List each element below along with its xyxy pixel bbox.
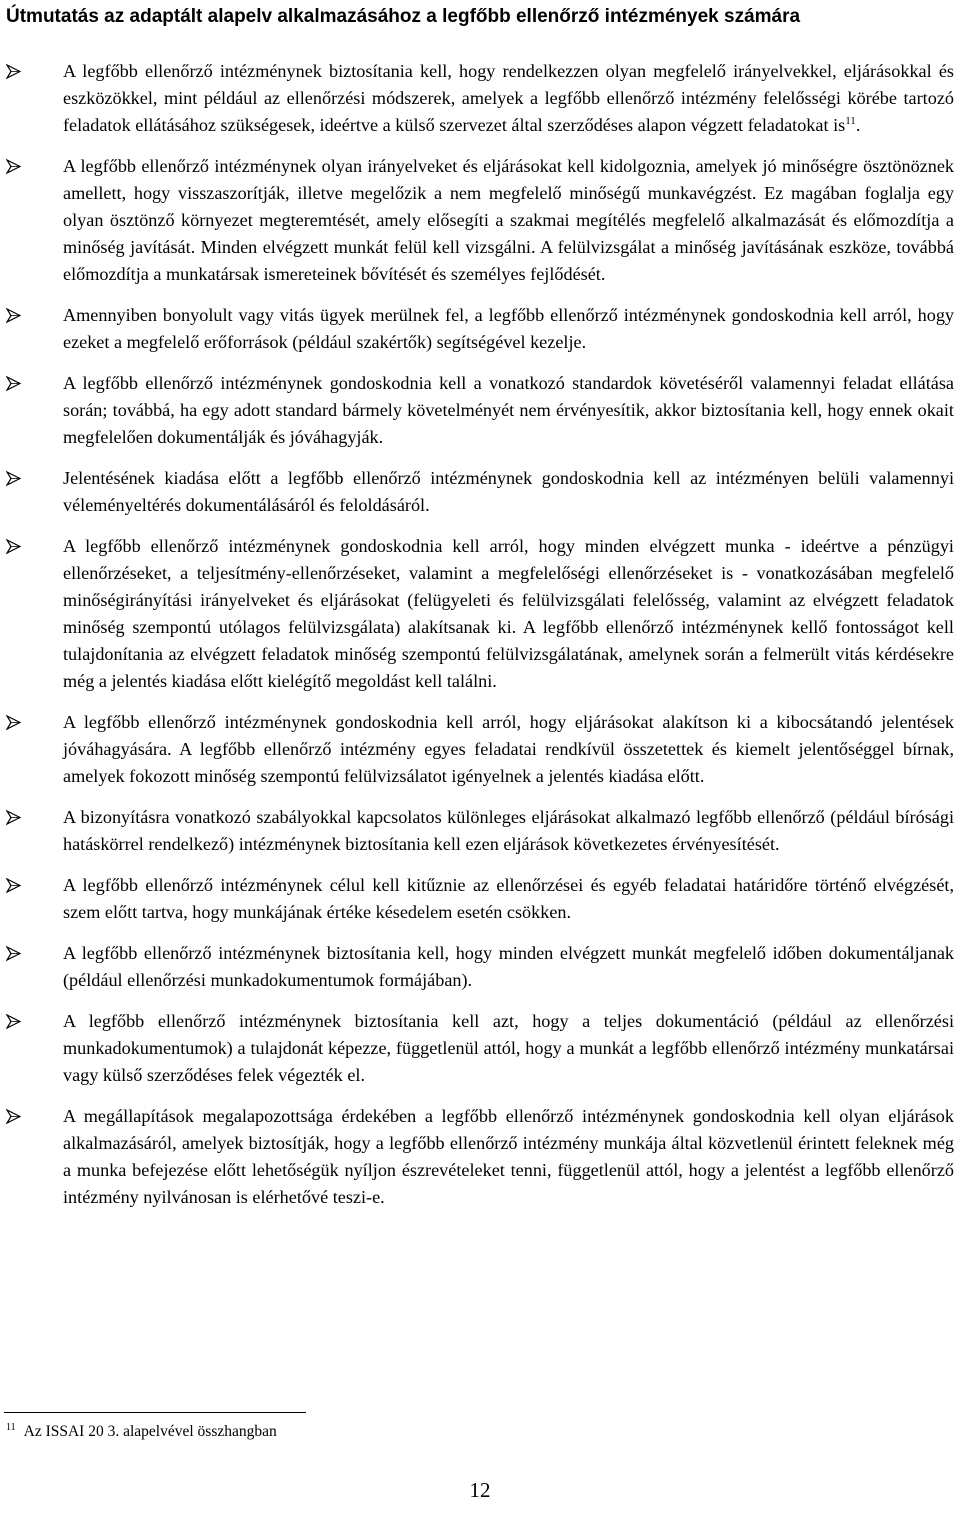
arrowhead-bullet-icon: [6, 533, 22, 560]
bullet-list: [0, 58, 960, 1225]
list-item: [0, 302, 960, 356]
list-item-text: A legfőbb ellenőrző intézménynek célul kell kitűznie az ellenőrzései és egyéb feladatai határidőre történő elvégzését, szem előtt tartva, hogy munkájának értéke késedelem esetén csökken.: [63, 875, 954, 922]
list-item-suffix: .: [855, 115, 861, 135]
list-item-text: A legfőbb ellenőrző intézménynek olyan irányelveket és eljárásokat kell kidolgoznia, amelyek jó minőségre ösztönöznek amellett, hogy visszaszorítják, illetve megelőzik a nem megfelelő minőségű munkavégzést. Ez magában foglalja egy olyan ösztönző környezet megteremtését, amely elősegíti a szakmai megítélés megfelelő alkalmazását és előmozdítja a minőség javítását. Minden elvégzett munkát felül kell vizsgálni. A felülvizsgálat a minőség javításának eszköze, továbbá előmozdítja a munkatársak ismereteinek bővítését és személyes fejlődését.: [63, 156, 954, 284]
arrowhead-bullet-icon: [6, 370, 22, 397]
list-item-text: A legfőbb ellenőrző intézménynek biztosítania kell, hogy rendelkezzen olyan megfelelő irányelvekkel, eljárásokkal és eszközökkel, mint például az ellenőrzési módszerek, amelyek a legfőbb ellenőrző intézmény felelősségi körébe tartozó feladatok ellátásához szükségesek, ideértve a külső szervezet által szerződéses alapon végzett feladatokat is: [63, 61, 954, 135]
footnote-number: 11: [6, 1422, 16, 1433]
arrowhead-bullet-icon: [6, 1103, 22, 1130]
list-item-text: A legfőbb ellenőrző intézménynek biztosítania kell azt, hogy a teljes dokumentáció (például az ellenőrzési munkadokumentumok) a tulajdonát képezze, függetlenül attól, hogy a munkát a legfőbb ellenőrző intézmény munkatársai vagy külső szerződéses felek végezték el.: [63, 1011, 954, 1085]
list-item-text: A legfőbb ellenőrző intézménynek gondoskodnia kell a vonatkozó standardok követéséről valamennyi feladat ellátása során; továbbá, ha egy adott standard bármely követelményét nem érvényesítik, akkor biztosítania kell, hogy ennek okait megfelelően dokumentálják és jóváhagyják.: [63, 373, 954, 447]
arrowhead-bullet-icon: [6, 302, 22, 329]
list-item-text: A legfőbb ellenőrző intézménynek biztosítania kell, hogy minden elvégzett munkát megfelelő időben dokumentáljanak (például ellenőrzési munkadokumentumok formájában).: [63, 943, 954, 990]
arrowhead-bullet-icon: [6, 804, 22, 831]
list-item-text: A megállapítások megalapozottsága érdekében a legfőbb ellenőrző intézménynek gondoskodnia kell olyan eljárások alkalmazásáról, amelyek biztosítják, hogy a legfőbb ellenőrző intézmény munkája által közvetlenül érintett feleknek még a munka befejezése előtt lehetőségük nyíljon észrevételeket tenni, függetlenül attól, hogy a jelentést a legfőbb ellenőrző intézmény nyilvánosan is elérhetővé teszi-e.: [63, 1106, 954, 1207]
footnote-reference: 11: [845, 115, 856, 127]
list-item: [0, 533, 960, 695]
list-item: [0, 370, 960, 451]
arrowhead-bullet-icon: [6, 940, 22, 967]
list-item: [0, 1008, 960, 1089]
list-item: [0, 1103, 960, 1211]
arrowhead-bullet-icon: [6, 58, 22, 85]
footnote-text: Az ISSAI 20 3. alapelvével összhangban: [23, 1423, 277, 1440]
page-number: 12: [469, 1478, 491, 1502]
list-item-text: A bizonyításra vonatkozó szabályokkal kapcsolatos különleges eljárásokat alkalmazó legfőbb ellenőrző (például bírósági hatáskörrel rendelkező) intézménynek biztosítania kell ezen eljárások következetes érvényesítését.: [63, 807, 954, 854]
arrowhead-bullet-icon: [6, 465, 22, 492]
list-item-text: A legfőbb ellenőrző intézménynek gondoskodnia kell arról, hogy eljárásokat alakítson ki a kibocsátandó jelentések jóváhagyására. A legfőbb ellenőrző intézmény egyes feladatai rendkívül összetettek és kiemelt jelentőséggel bírnak, amelyek fokozott minőség szempontú felülvizsálatot igényelnek a jelentés kiadása előtt.: [63, 712, 954, 786]
list-item-text: Amennyiben bonyolult vagy vitás ügyek merülnek fel, a legfőbb ellenőrző intézménynek gondoskodnia kell arról, hogy ezeket a megfelelő erőforrások (például szakértők) segítségével kezelje.: [63, 305, 954, 352]
list-item: [0, 465, 960, 519]
list-item-text: A legfőbb ellenőrző intézménynek gondoskodnia kell arról, hogy minden elvégzett munka - ideértve a pénzügyi ellenőrzéseket, a teljesítmény-ellenőrzéseket, valamint a megfelelőségi ellenőrzéseket is - vonatkozásában megfelelő minőségirányítási irányelveket és eljárásokat (felügyeleti és felülvizsgálati felelősség, valamint az elvégzett feladatok minőség szempontú utólagos felülvizsgálata) alakítsanak ki. A legfőbb ellenőrző intézménynek kellő fontosságot kell tulajdonítania az elvégzett feladatok minőség szempontú felülvizsgálatának, amelynek során a felmerült vitás kérdésekre még a jelentés kiadása előtt kielégítő megoldást kell találni.: [63, 536, 954, 691]
list-item: [0, 58, 960, 139]
list-item: [0, 153, 960, 288]
arrowhead-bullet-icon: [6, 1008, 22, 1035]
footnote: [6, 1422, 277, 1442]
arrowhead-bullet-icon: [6, 709, 22, 736]
list-item: [0, 872, 960, 926]
list-item: [0, 709, 960, 790]
list-item: [0, 804, 960, 858]
arrowhead-bullet-icon: [6, 153, 22, 180]
footnote-separator: [4, 1412, 306, 1413]
list-item: [0, 940, 960, 994]
page-title: Útmutatás az adaptált alapelv alkalmazásához a legfőbb ellenőrző intézmények számára: [6, 6, 801, 27]
arrowhead-bullet-icon: [6, 872, 22, 899]
list-item-text: Jelentésének kiadása előtt a legfőbb ellenőrző intézménynek gondoskodnia kell az intézményen belüli valamennyi véleményeltérés dokumentálásáról és feloldásáról.: [63, 468, 954, 515]
